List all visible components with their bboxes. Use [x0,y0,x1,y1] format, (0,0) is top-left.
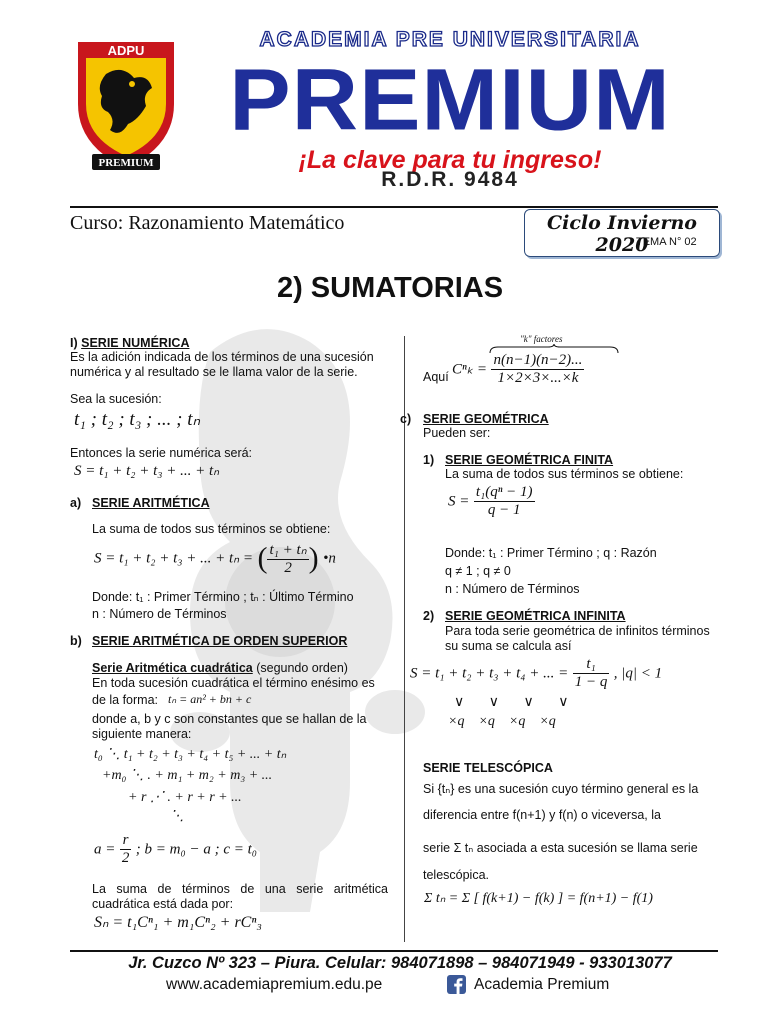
shield-top-text: ADPU [107,43,145,58]
cuadratica-form: tₙ = an² + bn + c [168,692,252,706]
cuadratica-title: Serie Aritmética cuadrática [92,661,253,675]
serie-formula: S = t₁ + t₂ + t₃ + ... + tₙ [74,463,220,479]
c-num: n(n−1)(n−2)... [493,352,583,368]
infinita-den: 1 − q [574,674,608,690]
header-divider [70,206,718,208]
footer-address: Jr. Cuzco Nº 323 – Piura. Celular: 984071898 – 984071949 - 933013077 [128,954,672,972]
formula-right: •n [323,550,336,567]
cuadratica-text2: de la forma: [92,693,159,707]
frac-num: t₁ + tₙ [269,542,307,558]
finita-num: t₁(qⁿ − 1) [475,484,533,500]
cuadratica-donde2: siguiente manera: [92,727,192,741]
label-a: a) [70,496,82,510]
telescopica-formula: Σ tₙ = Σ [ f(k+1) − f(k) ] = f(n+1) − f(1) [424,891,653,906]
combinatoria-formula [452,352,584,387]
shield-bottom-text: PREMIUM [98,157,154,169]
cuadratica-donde: donde a, b y c son constantes que se hallan de la [92,712,367,726]
finita-formula [448,484,535,519]
academia-heading: ACADEMIA PRE UNIVERSITARIA [259,28,641,51]
tema-label: TEMA N° 02 [636,236,697,248]
course-label: Curso: Razonamiento Matemático [70,212,345,234]
sn-formula: Sₙ = t₁Cⁿ₁ + m₁Cⁿ₂ + rCⁿ₃ [94,914,262,931]
entonces-label: Entonces la serie numérica será: [70,446,253,460]
infinita-num: t₁ [573,656,610,674]
diff-row-4: ⋱ [170,809,184,824]
academy-shield-logo [72,34,180,174]
cycle-label: Ciclo Invierno 2020 [547,212,697,256]
finita-q: q ≠ 1 ; q ≠ 0 [445,564,511,578]
section-serie-numerica [70,336,189,351]
serie-aritmetica-formula: S = t₁ + t₂ + t₃ + ... + tₙ = ( $\frac{\text{t₁ + tₙ}}{2}$ ) •n [94,541,336,576]
infinita-arrows: ∨ ∨ ∨ ∨ [454,695,569,710]
label-b: b) [70,634,82,648]
cuadratica-note: (segundo orden) [252,661,348,675]
constants-formula [94,832,257,867]
finita-n: n : Número de Términos [445,582,580,596]
frac-den: 2 [284,560,292,576]
cuadratica-text1: En toda sucesión cuadrática el término enésimo es [92,676,375,690]
label-c1: 1) [423,453,435,467]
footer-website-link[interactable]: www.academiapremium.edu.pe [166,976,383,993]
title-serie-geometrica: SERIE GEOMÉTRICA [423,412,549,426]
cuadratica-heading [92,661,348,676]
serie-numerica-text: Es la adición indicada de los términos de una sucesión numérica y al resultado se le llama valor de la serie. [70,350,374,379]
title-orden-superior: SERIE ARITMÉTICA DE ORDEN SUPERIOR [92,634,348,648]
title-serie-telescopica: SERIE TELESCÓPICA [423,761,553,775]
diff-row-2: +m₀ ⋱ . + m₁ + m₂ + m₃ + ... [102,768,273,783]
sucesion-label: Sea la sucesión: [70,392,162,406]
aritmetica-donde: Donde: t₁ : Primer Término ; tₙ : Último Término [92,590,354,604]
diff-row-1: t₀ ⋱ t₁ + t₂ + t₃ + t₄ + t₅ + ... + tₙ [94,747,287,762]
section-title: SERIE NUMÉRICA [81,336,190,350]
infinita-left: S = t₁ + t₂ + t₃ + t₄ + ... = [410,665,569,682]
eq-a: a = [94,841,116,858]
pueden-ser: Pueden ser: [423,426,491,440]
finita-den: q − 1 [487,502,521,518]
telescopica-line4: telescópica. [423,868,490,882]
telescopica-line1: Si {tₙ} es una sucesión cuyo término general es la [423,782,699,796]
suma-cuadratica-text: La suma de términos de una serie aritmética cuadrática está dada por: [92,882,388,911]
serie-aritmetica-text: La suma de todos sus términos se obtiene: [92,522,331,536]
aqui-label: Aquí [423,370,449,384]
title-geometrica-infinita: SERIE GEOMÉTRICA INFINITA [445,609,626,623]
eq-r: r [120,832,132,850]
infinita-xq: ×q ×q ×q ×q [448,714,556,729]
k-factores-label: "k" factores [520,334,563,344]
c-symbol: Cⁿₖ = [452,361,487,378]
sucesion-formula: t₁ ; t₂ ; t₃ ; ... ; tₙ [74,409,201,430]
page-title: 2) SUMATORIAS [276,272,504,304]
c-den: 1×2×3×...×k [497,370,579,386]
infinita-cond: , |q| < 1 [613,665,663,682]
title-serie-aritmetica: SERIE ARITMÉTICA [92,496,210,510]
section-number: I) [70,336,78,350]
label-c: c) [400,412,412,426]
infinita-formula [410,656,662,691]
aritmetica-donde-n: n : Número de Términos [92,607,227,621]
infinita-text: Para toda serie geométrica de infinitos términos su suma se calcula así [445,624,710,653]
telescopica-line2: diferencia entre f(n+1) y f(n) o viceversa, la [423,808,661,822]
telescopica-line3: serie Σ tₙ asociada a esta sucesión se llama serie [423,841,698,855]
finita-donde: Donde: t₁ : Primer Término ; q : Razón [445,546,657,560]
diff-row-3: + r ⋰ . + r + r + ... [128,790,242,805]
eq-2: 2 [121,850,130,866]
slogan: ¡La clave para tu ingreso! [298,146,602,174]
finita-s: S = [448,493,470,510]
facebook-icon[interactable] [447,975,466,994]
footer-divider [70,950,718,952]
label-c2: 2) [423,609,435,623]
footer-facebook-link[interactable]: Academia Premium [474,976,610,993]
brand-premium: PREMIUM [229,51,671,149]
finita-text: La suma de todos sus términos se obtiene: [445,467,684,481]
rdr-number: R.D.R. 9484 [381,168,519,191]
formula-left: S = t₁ + t₂ + t₃ + ... + tₙ = [94,550,254,567]
eq-rest: ; b = m₀ − a ; c = t₀ [135,841,257,858]
title-geometrica-finita: SERIE GEOMÉTRICA FINITA [445,453,614,467]
